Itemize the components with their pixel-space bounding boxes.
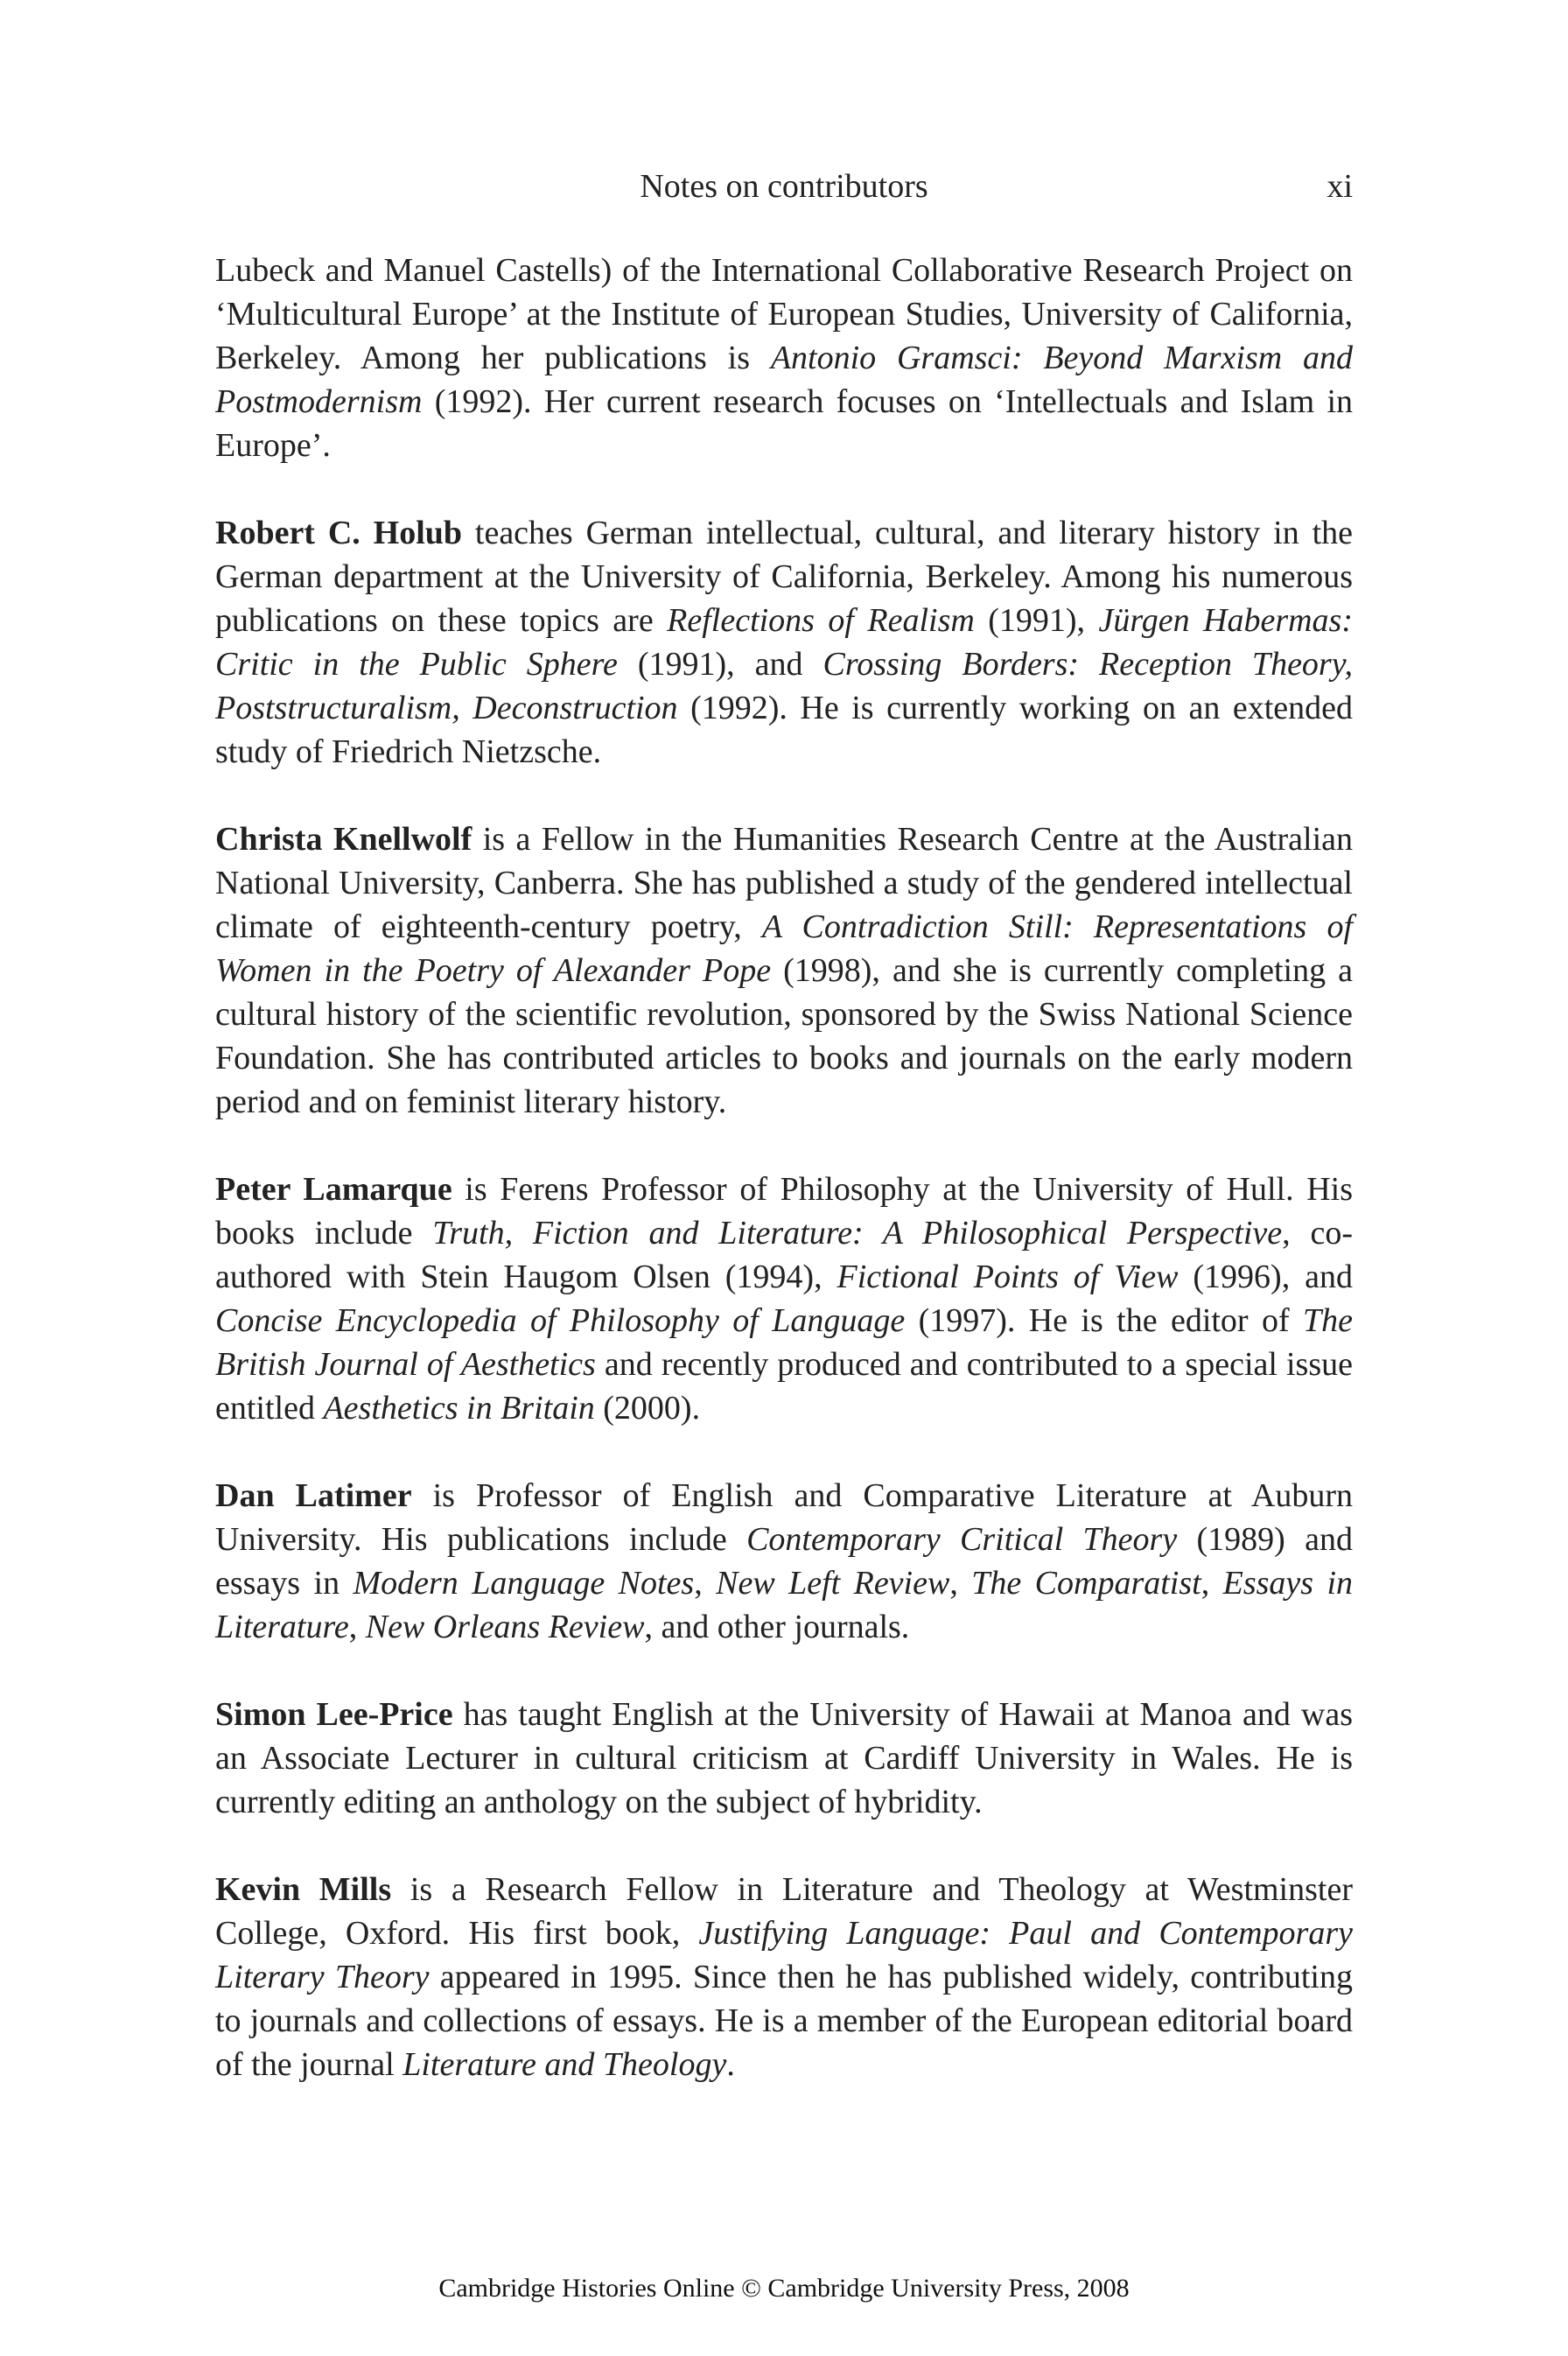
entry-text: has taught English at the University of Hawaii at Manoa and was an Associate Lecturer in cultural criticism at Cardiff University in Wales. He is currently editing an anthology on the subject of hybridity.	[215, 1696, 1353, 1820]
entry-text: is Professor of English and Comparative Literature at Auburn University. His publications include	[215, 1477, 1353, 1558]
entry-text: (1989) and essays in	[215, 1521, 1353, 1602]
work-title: New Orleans Review	[365, 1609, 645, 1645]
entry-text: (1991), and	[617, 646, 823, 683]
contributor-entry-lee-price	[215, 1693, 1353, 1824]
contributor-name: Robert C. Holub	[215, 515, 463, 551]
entry-text: ,	[694, 1565, 717, 1602]
entry-text: is a Fellow in the Humanities Research Centre at the Australian National University, Canberra. She has published a study of the gendered intellectual climate of eighteenth-century poetry,	[215, 821, 1353, 945]
work-title: Crossing Borders: Reception Theory, Poststructuralism, Deconstruction	[215, 646, 1353, 726]
page-number: xi	[1326, 168, 1353, 205]
work-title: The British Journal of Aesthetics	[215, 1302, 1353, 1383]
entry-text: .	[726, 2046, 735, 2083]
contributor-entry-latimer	[215, 1474, 1353, 1649]
entry-text: (1992). He is currently working on an extended study of Friedrich Nietzsche.	[215, 690, 1353, 770]
work-title: Antonio Gramsci: Beyond Marxism and Postmodernism	[215, 340, 1353, 420]
entry-text: is Ferens Professor of Philosophy at the University of Hull. His books include	[215, 1171, 1354, 1252]
work-title: Concise Encyclopedia of Philosophy of Language	[215, 1302, 906, 1339]
work-title: A Contradiction Still: Representations of Women in the Poetry of Alexander Pope	[215, 908, 1354, 989]
work-title: Truth, Fiction and Literature: A Philosophical Perspective	[432, 1215, 1283, 1252]
entry-text: teaches German intellectual, cultural, and literary history in the German department at the University of California, Berkeley. Among his numerous publications on these topics are	[215, 515, 1354, 639]
entry-text: (1996), and	[1178, 1259, 1353, 1295]
work-title: Essays in Literature	[215, 1565, 1354, 1645]
contributor-name: Dan Latimer	[215, 1477, 412, 1514]
work-title: The Comparatist	[971, 1565, 1201, 1602]
contributor-entry-holub	[215, 511, 1353, 774]
entry-text: , and other journals.	[644, 1609, 910, 1645]
contributor-notes	[215, 249, 1353, 2130]
work-title: Modern Language Notes	[353, 1565, 695, 1602]
entry-text: , co-authored with Stein Haugom Olsen (1994),	[215, 1215, 1353, 1295]
contributor-name: Kevin Mills	[215, 1871, 392, 1908]
work-title: New Left Review	[716, 1565, 950, 1602]
work-title: Fictional Points of View	[836, 1259, 1179, 1295]
entry-text: (2000).	[594, 1390, 701, 1427]
entry-text: (1991),	[974, 602, 1099, 639]
entry-text: and recently produced and contributed to a special issue entitled	[215, 1346, 1353, 1427]
entry-text: Lubeck and Manuel Castells) of the International Collaborative Research Project on ‘Multicultural Europe’ at the Institute of European Studies, University of California, Berkeley. Among her publications is	[215, 252, 1353, 376]
entry-text: appeared in 1995. Since then he has published widely, contributing to journals and collections of essays. He is a member of the European editorial board of the journal	[215, 1959, 1353, 2083]
work-title: Jürgen Habermas: Critic in the Public Sphere	[215, 602, 1354, 683]
entry-text: (1997). He is the editor of	[905, 1302, 1303, 1339]
running-head	[215, 165, 1353, 208]
contributor-entry-lamarque	[215, 1167, 1353, 1430]
entry-text: ,	[949, 1565, 972, 1602]
entry-text: ,	[1200, 1565, 1223, 1602]
copyright-footer: Cambridge Histories Online © Cambridge University Press, 2008	[438, 2274, 1130, 2303]
contributor-name: Simon Lee-Price	[215, 1696, 453, 1733]
work-title: Contemporary Critical Theory	[746, 1521, 1178, 1558]
contributor-entry-mills	[215, 1868, 1353, 2086]
entry-text: (1992). Her current research focuses on ‘Intellectuals and Islam in Europe’.	[215, 383, 1353, 464]
contributor-entry-continued	[215, 249, 1353, 467]
work-title: Reflections of Realism	[667, 602, 975, 639]
entry-text: (1998), and she is currently completing a cultural history of the scientific revolution, sponsored by the Swiss National Science Foundation. She has contributed articles to books and journals on the early modern period and on feminist literary history.	[215, 952, 1353, 1120]
entry-text: is a Research Fellow in Literature and Theology at Westminster College, Oxford. His first book,	[215, 1871, 1353, 1952]
work-title: Aesthetics in Britain	[323, 1390, 595, 1427]
contributor-name: Christa Knellwolf	[215, 821, 472, 858]
contributor-name: Peter Lamarque	[215, 1171, 452, 1208]
running-head-title: Notes on contributors	[640, 168, 928, 205]
work-title: Justifying Language: Paul and Contemporary Literary Theory	[215, 1915, 1353, 1995]
entry-text: ,	[348, 1609, 366, 1645]
work-title: Literature and Theology	[402, 2046, 727, 2083]
contributor-entry-knellwolf	[215, 817, 1353, 1124]
